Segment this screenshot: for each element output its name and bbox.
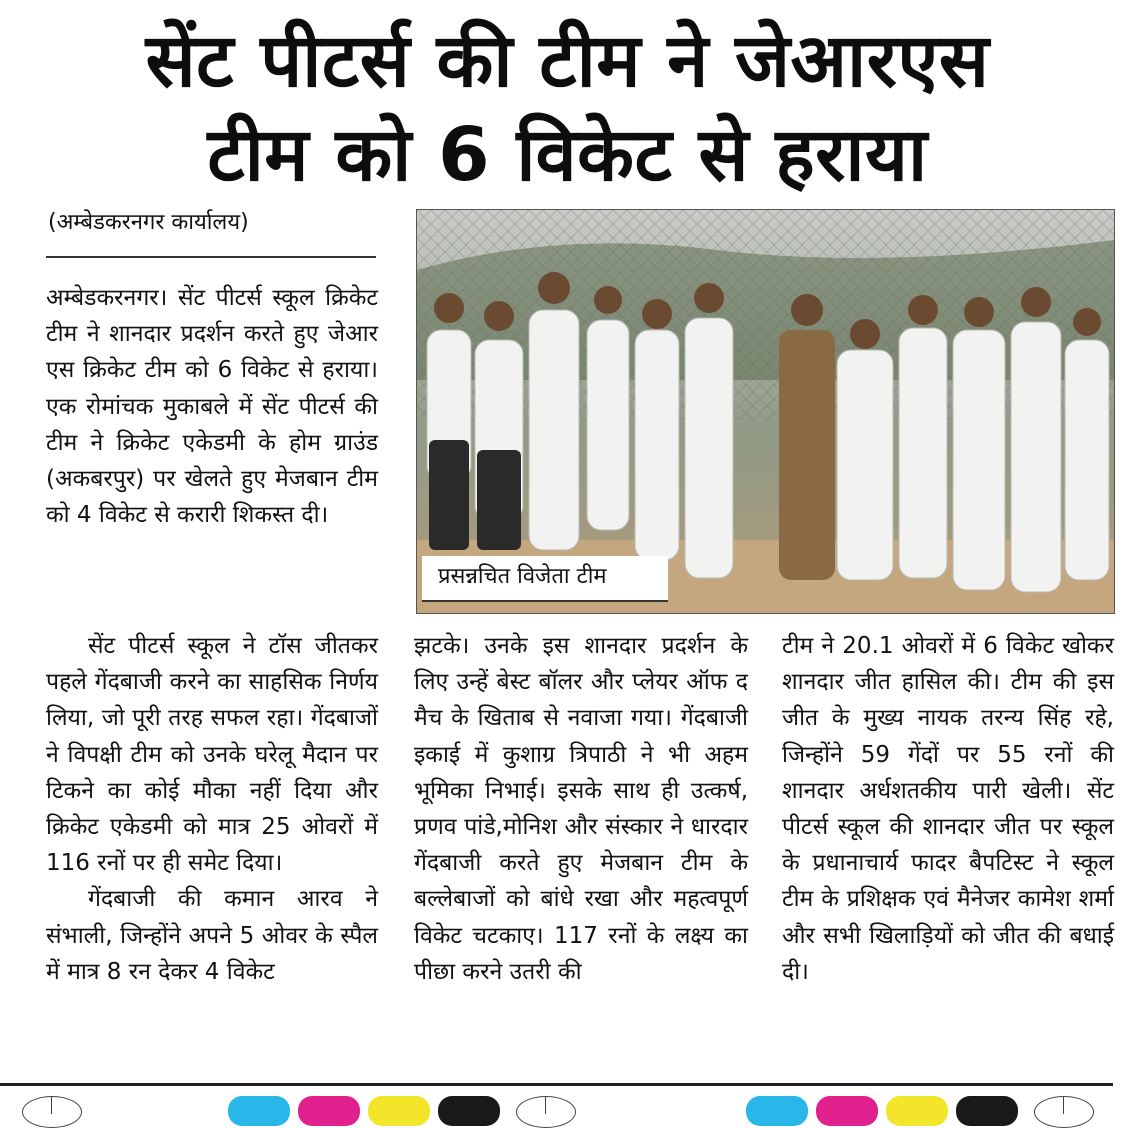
byline: (अम्बेडकरनगर कार्यालय) — [48, 210, 249, 235]
team-photo-illustration — [417, 210, 1114, 613]
photo-caption-box — [422, 556, 668, 602]
article-paragraph-4: झटके। उनके इस शानदार प्रदर्शन के लिए उन्हें बेस्ट बॉलर और प्लेयर ऑफ द मैच के खिताब से नवाजा गया। गेंदबाजी इकाई में कुशाग्र त्रिपाठी ने भी अहम भूमिका निभाई। इसके साथ ही उत्कर्ष, प्रणव पांडे,मोनिश और संस्कार ने धारदार गेंदबाजी करते हुए मेजबान टीम के बल्लेबाजों को बांधे रखा और महत्वपूर्ण विकेट चटकाए। 117 रनों के लक्ष्य का पीछा करने उतरी की — [414, 633, 748, 985]
black-swatch — [438, 1096, 500, 1126]
headline-line-1: सेंट पीटर्स की टीम ने जेआरएस — [145, 18, 990, 104]
headline-line-2: टीम को 6 विकेट से हराया — [207, 112, 928, 198]
article-paragraph-5: टीम ने 20.1 ओवरों में 6 विकेट खोकर शानदार जीत हासिल की। टीम की इस जीत के मुख्य नायक तरन्य सिंह रहे, जिन्होंने 59 गेंदों पर 55 रनों की शानदार अर्धशतकीय पारी खेली। सेंट पीटर्स स्कूल की शानदार जीत पर स्कूल के प्रधानाचार्य फादर बैपटिस्ट ने स्कूल टीम के प्रशिक्षक एवं मैनेजर कामेश शर्मा और सभी खिलाड़ियों को जीत की बधाई दी। — [782, 633, 1114, 985]
registration-mark — [516, 1096, 576, 1128]
article-column-1-bottom — [46, 628, 378, 990]
cyan-swatch — [228, 1096, 290, 1126]
article-column-3 — [782, 628, 1114, 990]
photo-caption: प्रसन्नचित विजेता टीम — [438, 564, 607, 589]
article-paragraph-2: सेंट पीटर्स स्कूल ने टॉस जीतकर पहले गेंदबाजी करने का साहसिक निर्णय लिया, जो पूरी तरह सफल रहा। गेंदबाजों ने विपक्षी टीम को उनके घरेलू मैदान पर टिकने का कोई मौका नहीं दिया और क्रिकेट एकेडमी को मात्र 25 ओवरों में 116 रनों पर ही समेट दिया। — [46, 633, 378, 877]
article-column-1-top — [46, 280, 378, 533]
page-bottom-rule — [0, 1083, 1113, 1086]
article-paragraph-3: गेंदबाजी की कमान आरव ने संभाली, जिन्होंने अपने 5 ओवर के स्पैल में मात्र 8 रन देकर 4 विकेट — [46, 886, 378, 985]
magenta-swatch — [816, 1096, 878, 1126]
registration-mark — [22, 1096, 82, 1128]
article-column-2 — [414, 628, 748, 990]
cyan-swatch — [746, 1096, 808, 1126]
registration-mark — [1034, 1096, 1094, 1128]
yellow-swatch — [886, 1096, 948, 1126]
article-paragraph-1: अम्बेडकरनगर। सेंट पीटर्स स्कूल क्रिकेट टीम ने शानदार प्रदर्शन करते हुए जेआर एस क्रिकेट टीम को 6 विकेट से हराया। एक रोमांचक मुकाबले में सेंट पीटर्स की टीम ने क्रिकेट एकेडमी के होम ग्राउंड (अकबरपुर) पर खेलते हुए मेजबान टीम को 4 विकेट से करारी शिकस्त दी। — [46, 285, 378, 529]
black-swatch — [956, 1096, 1018, 1126]
yellow-swatch — [368, 1096, 430, 1126]
magenta-swatch — [298, 1096, 360, 1126]
headline — [20, 14, 1115, 202]
team-photo — [416, 209, 1115, 614]
byline-divider — [46, 256, 376, 258]
